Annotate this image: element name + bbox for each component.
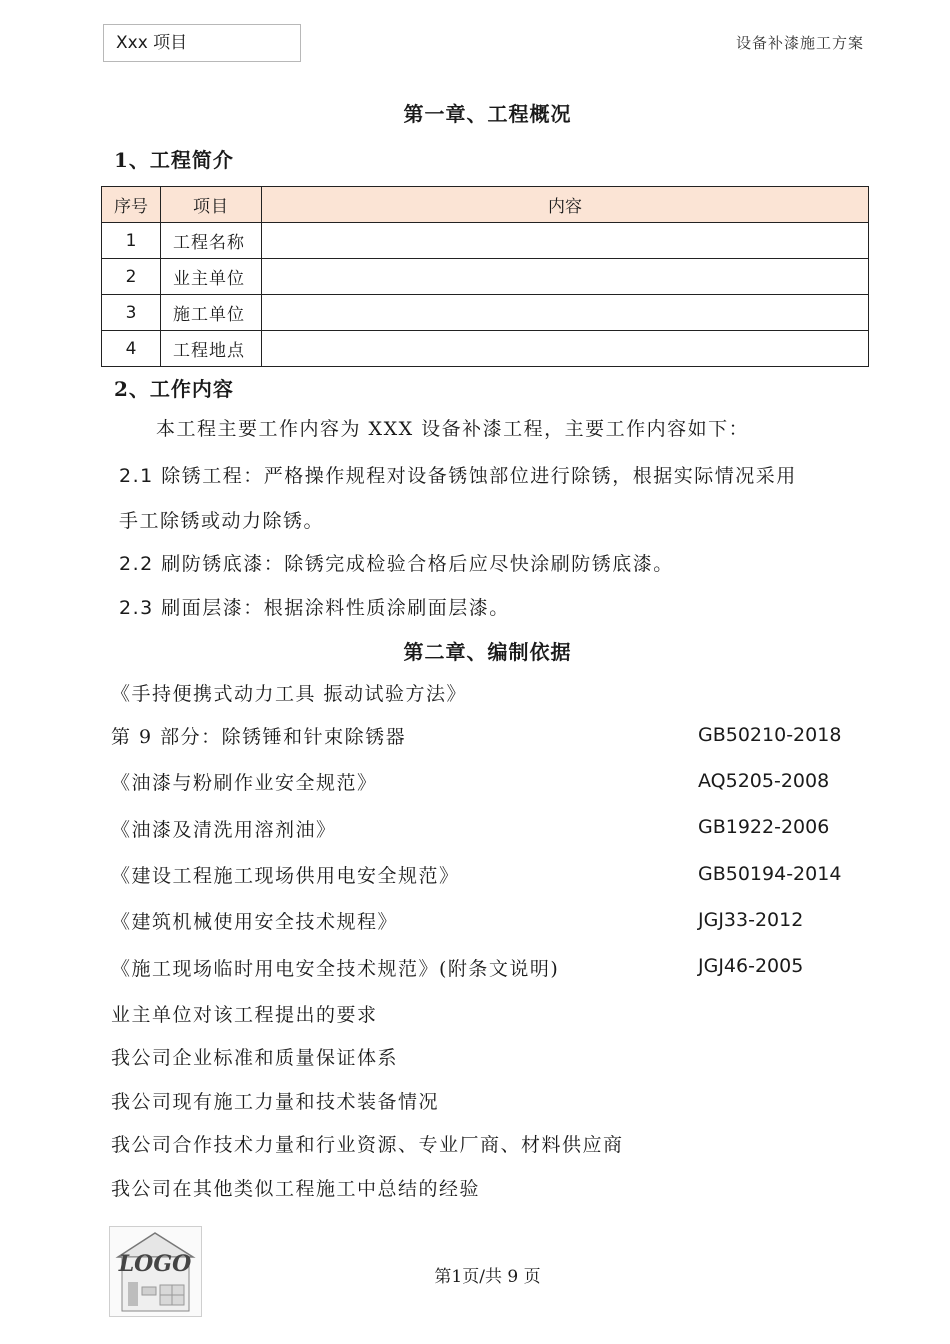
table-header-no: 序号 [102,187,161,223]
header-doc-title: 设备补漆施工方案 [735,34,864,52]
ref-item-name: 《建设工程施工现场供用电安全规范》 [111,865,460,887]
ref-item-code: JGJ33-2012 [698,909,804,931]
ref-item-name: 《建筑机械使用安全技术规程》 [111,911,399,933]
work-item-text: 刷面层漆：根据涂料性质涂刷面层漆。 [161,597,510,619]
table-header-item: 项目 [161,187,262,223]
work-item-2 [119,549,674,576]
work-item-text: 刷防锈底漆：除锈完成检验合格后应尽快涂刷防锈底漆。 [161,553,674,575]
chapter1-title: 第一章、工程概况 [403,102,572,126]
table-cell-content [262,331,869,367]
table-cell-content [262,295,869,331]
table-cell-no: 3 [102,295,161,331]
table-header-content: 内容 [262,187,869,223]
work-item-text: 除锈工程：严格操作规程对设备锈蚀部位进行除锈，根据实际情况采用 [161,465,797,487]
ref-item-code: JGJ46-2005 [698,955,804,977]
table-cell-item: 工程名称 [161,223,262,259]
table-row [102,223,869,259]
ref-item-code: GB50210-2018 [698,724,842,746]
ref-item-name: 业主单位对该工程提出的要求 [111,1004,378,1026]
ref-item-name: 《手持便携式动力工具 振动试验方法》 [111,683,468,705]
table-cell-content [262,223,869,259]
work-item-1-cont: 手工除锈或动力除锈。 [119,510,325,532]
work-item-number: 2.2 [119,553,154,575]
chapter2-title: 第二章、编制依据 [403,640,572,664]
ref-item-code: GB50194-2014 [698,863,842,885]
ref-item-name: 我公司现有施工力量和技术装备情况 [111,1091,440,1113]
page-number: 第1页/共 9 页 [434,1267,541,1287]
header-project: Xxx 项目 [116,33,188,53]
overview-table [101,186,869,367]
ref-item-code: GB1922-2006 [698,816,830,838]
table-cell-content [262,259,869,295]
table-cell-no: 2 [102,259,161,295]
table-header-row [102,187,869,223]
table-cell-no: 1 [102,223,161,259]
work-item-1 [119,461,797,488]
header-project-box [103,24,301,62]
logo-text: LOGO [118,1251,192,1277]
table-cell-no: 4 [102,331,161,367]
table-cell-item: 工程地点 [161,331,262,367]
section2-title: 2、工作内容 [114,377,234,401]
table-row [102,259,869,295]
table-cell-item: 业主单位 [161,259,262,295]
ref-item-name: 我公司企业标准和质量保证体系 [111,1047,399,1069]
table-row [102,295,869,331]
table-cell-item: 施工单位 [161,295,262,331]
ref-item-name: 《油漆与粉刷作业安全规范》 [111,772,378,794]
ref-item-code: AQ5205-2008 [698,770,830,792]
ref-item-name: 《施工现场临时用电安全技术规范》(附条文说明) [111,958,560,980]
ref-item-name: 我公司在其他类似工程施工中总结的经验 [111,1178,481,1200]
ref-item-name: 《油漆及清洗用溶剂油》 [111,819,337,841]
ref-item-name: 我公司合作技术力量和行业资源、专业厂商、材料供应商 [111,1134,624,1156]
work-item-number: 2.3 [119,597,154,619]
work-item-3 [119,593,510,620]
ref-item-name: 第 9 部分：除锈锤和针束除锈器 [111,726,407,748]
section1-title: 1、工程简介 [114,148,234,172]
section2-intro: 本工程主要工作内容为 XXX 设备补漆工程，主要工作内容如下： [156,418,750,440]
work-item-number: 2.1 [119,465,154,487]
table-row [102,331,869,367]
